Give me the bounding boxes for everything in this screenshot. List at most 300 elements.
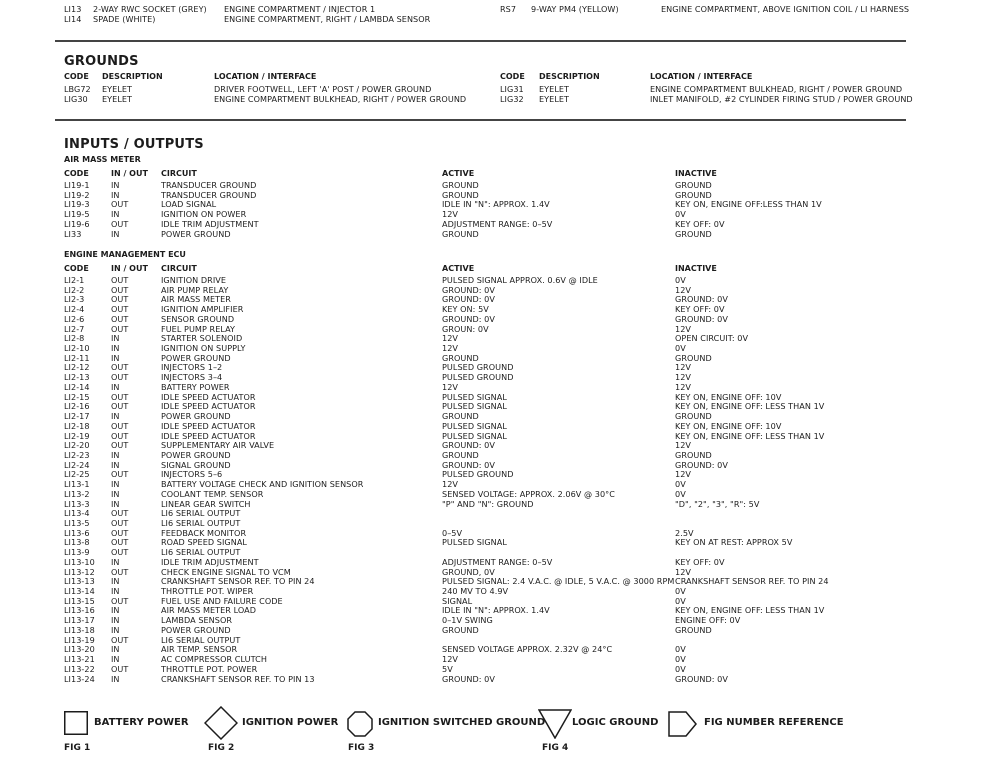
grounds-header-row	[0, 72, 990, 82]
table-row	[0, 294, 990, 304]
fig-label: FIG 4	[542, 743, 569, 753]
section-divider	[55, 119, 906, 121]
pin-direction: OUT	[111, 566, 129, 577]
pin-direction: IN	[111, 654, 120, 665]
pin-direction: OUT	[111, 527, 129, 538]
pin-circuit: FEEDBACK MONITOR	[161, 527, 247, 538]
table-row	[0, 304, 990, 314]
pin-inactive-value: 0V	[675, 275, 686, 285]
table-row	[0, 382, 990, 392]
header-code: CODE	[64, 72, 89, 81]
pin-direction: IN	[111, 488, 120, 499]
connector-desc: SPADE (WHITE)	[93, 14, 156, 24]
pin-inactive-value: GROUND: 0V	[675, 294, 728, 305]
pin-direction: IN	[111, 576, 120, 587]
ground-code: LBG72	[64, 84, 91, 94]
pin-direction: IN	[111, 333, 120, 344]
pin-code: LI2-17	[64, 411, 90, 422]
pin-circuit: SUPPLEMENTARY AIR VALVE	[161, 440, 275, 451]
pin-circuit: POWER GROUND	[161, 228, 231, 239]
pin-circuit: CRANKSHAFT SENSOR REF. TO PIN 13	[161, 673, 315, 684]
pin-inactive-value: GROUND: 0V	[675, 459, 728, 470]
pin-circuit: LINEAR GEAR SWITCH	[161, 498, 251, 509]
pin-circuit: SIGNAL GROUND	[161, 459, 231, 470]
pin-active-value: PULSED GROUND	[442, 362, 514, 373]
pin-active-value: GROUND	[442, 352, 479, 363]
pin-code: LI2-25	[64, 469, 90, 480]
header-active: ACTIVE	[442, 264, 475, 273]
pin-direction: IN	[111, 644, 120, 655]
pin-inactive-value: 0V	[675, 654, 686, 665]
pin-active-value: GROUND: 0V	[442, 440, 495, 451]
pin-direction: IN	[111, 449, 120, 460]
header-in-out: IN / OUT	[111, 169, 148, 178]
pin-inactive-value: GROUND	[675, 189, 712, 200]
pin-code: LI13-8	[64, 537, 90, 548]
pin-code: LI13-12	[64, 566, 95, 577]
pin-inactive-value: KEY ON, ENGINE OFF: LESS THAN 1V	[675, 605, 825, 616]
pin-inactive-value: KEY ON AT REST: APPROX 5V	[675, 537, 793, 548]
pin-inactive-value: 12V	[675, 284, 691, 295]
pin-circuit: INJECTORS 3–4	[161, 372, 223, 383]
pin-direction: IN	[111, 673, 120, 684]
table-row	[0, 421, 990, 431]
pin-circuit: POWER GROUND	[161, 352, 231, 363]
connector-desc: 2-WAY RWC SOCKET (GREY)	[93, 4, 207, 14]
table-row	[0, 229, 990, 239]
pin-code: LI2-11	[64, 352, 90, 363]
pin-code: LI13-20	[64, 644, 95, 655]
table-row	[0, 576, 990, 586]
header-in-out: IN / OUT	[111, 264, 148, 273]
header-description: DESCRIPTION	[102, 72, 163, 81]
connector-code: RS7	[500, 4, 517, 14]
ground-code: LIG32	[500, 94, 524, 104]
header-code: CODE	[64, 264, 89, 273]
pin-circuit: LI6 SERIAL OUTPUT	[161, 547, 241, 558]
pin-code: LI13-2	[64, 488, 90, 499]
connector-loc: ENGINE COMPARTMENT, ABOVE IGNITION COIL / LI HARNESS	[661, 4, 910, 14]
pin-code: LI2-4	[64, 304, 85, 315]
connector-loc: ENGINE COMPARTMENT / INJECTOR 1	[224, 4, 376, 14]
pin-direction: OUT	[111, 323, 129, 334]
pin-code: LI19-1	[64, 180, 90, 190]
pin-direction: OUT	[111, 508, 129, 519]
table-row	[0, 469, 990, 479]
pin-active-value: 12V	[442, 381, 458, 392]
pin-direction: OUT	[111, 199, 129, 210]
pin-circuit: CHECK ENGINE SIGNAL TO VCM	[161, 566, 291, 577]
io-section-title: ENGINE MANAGEMENT ECU	[64, 250, 186, 259]
table-row	[0, 664, 990, 674]
pin-circuit: IDLE SPEED ACTUATOR	[161, 391, 256, 402]
pin-code: LI33	[64, 228, 82, 239]
pin-inactive-value: KEY ON, ENGINE OFF: 10V	[675, 391, 782, 402]
pin-inactive-value: 0V	[675, 343, 686, 354]
pin-code: LI13-16	[64, 605, 95, 616]
pin-direction: OUT	[111, 275, 129, 285]
pin-code: LI2-8	[64, 333, 85, 344]
pin-inactive-value: GROUND	[675, 624, 712, 635]
pin-code: LI2-15	[64, 391, 90, 402]
pin-direction: IN	[111, 189, 120, 200]
header-inactive: INACTIVE	[675, 264, 717, 273]
pin-code: LI2-23	[64, 449, 90, 460]
table-row	[0, 674, 990, 684]
pin-active-value: GROUND	[442, 180, 479, 190]
pin-code: LI2-13	[64, 372, 90, 383]
pin-active-value: SENSED VOLTAGE APPROX. 2.32V @ 24°C	[442, 644, 613, 655]
pin-active-value: PULSED SIGNAL	[442, 537, 507, 548]
pin-circuit: IGNITION DRIVE	[161, 275, 227, 285]
table-row	[0, 314, 990, 324]
table-row	[0, 440, 990, 450]
pin-inactive-value: KEY ON, ENGINE OFF: LESS THAN 1V	[675, 430, 825, 441]
pin-inactive-value: 12V	[675, 381, 691, 392]
header-location: LOCATION / INTERFACE	[650, 72, 753, 81]
pin-circuit: IDLE SPEED ACTUATOR	[161, 430, 256, 441]
pin-code: LI13-9	[64, 547, 90, 558]
pin-code: LI2-19	[64, 430, 90, 441]
pin-active-value: 240 MV TO 4.9V	[442, 586, 509, 597]
pin-active-value: GROUND, 0V	[442, 566, 495, 577]
pin-circuit: IDLE SPEED ACTUATOR	[161, 420, 256, 431]
pin-code: LI2-3	[64, 294, 85, 305]
pin-active-value: 12V	[442, 343, 458, 354]
pin-code: LI13-10	[64, 556, 95, 567]
pin-inactive-value: 0V	[675, 488, 686, 499]
table-row	[0, 567, 990, 577]
table-row	[0, 625, 990, 635]
pin-circuit: INJECTORS 1–2	[161, 362, 223, 373]
pin-code: LI13-17	[64, 615, 95, 626]
pin-code: LI13-4	[64, 508, 90, 519]
table-row	[0, 431, 990, 441]
legend-label: BATTERY POWER	[94, 717, 189, 728]
pin-active-value: GROUND: 0V	[442, 673, 495, 684]
pin-circuit: IGNITION AMPLIFIER	[161, 304, 244, 315]
pin-circuit: POWER GROUND	[161, 411, 231, 422]
table-row	[0, 508, 990, 518]
header-location: LOCATION / INTERFACE	[214, 72, 317, 81]
pin-inactive-value: GROUND	[675, 411, 712, 422]
table-row	[0, 547, 990, 557]
pin-code: LI2-6	[64, 313, 85, 324]
table-row	[0, 343, 990, 353]
pin-direction: OUT	[111, 401, 129, 412]
pin-direction: OUT	[111, 634, 129, 645]
io-header-row	[0, 264, 990, 274]
pin-code: LI2-20	[64, 440, 90, 451]
pin-circuit: INJECTORS 5–6	[161, 469, 223, 480]
pin-inactive-value: GROUND	[675, 180, 712, 190]
pin-direction: OUT	[111, 420, 129, 431]
pin-active-value: PULSED GROUND	[442, 372, 514, 383]
pin-active-value: GROUND: 0V	[442, 459, 495, 470]
pin-active-value: GROUND	[442, 411, 479, 422]
pin-direction: OUT	[111, 469, 129, 480]
io-title: INPUTS / OUTPUTS	[64, 137, 204, 152]
pin-circuit: AC COMPRESSOR CLUTCH	[161, 654, 267, 665]
pin-inactive-value: 0V	[675, 209, 686, 220]
table-row	[0, 275, 990, 285]
pin-code: LI13-5	[64, 518, 90, 528]
pin-direction: IN	[111, 381, 120, 392]
pin-direction: IN	[111, 556, 120, 567]
ground-desc: EYELET	[102, 94, 133, 104]
pin-active-value: 12V	[442, 654, 458, 665]
pin-circuit: BATTERY VOLTAGE CHECK AND IGNITION SENSOR	[161, 479, 364, 490]
header-inactive: INACTIVE	[675, 169, 717, 178]
pin-code: LI2-1	[64, 275, 85, 285]
pin-circuit: LI6 SERIAL OUTPUT	[161, 634, 241, 645]
pin-inactive-value: 0V	[675, 663, 686, 674]
pin-direction: OUT	[111, 663, 129, 674]
pin-active-value: GROUND	[442, 624, 479, 635]
pin-inactive-value: KEY ON, ENGINE OFF:LESS THAN 1V	[675, 199, 822, 210]
legend-label: FIG NUMBER REFERENCE	[704, 717, 844, 728]
pin-inactive-value: GROUND	[675, 449, 712, 460]
pin-direction: OUT	[111, 537, 129, 548]
pin-inactive-value: GROUND: 0V	[675, 673, 728, 684]
pin-active-value: PULSED SIGNAL	[442, 430, 507, 441]
pin-active-value: PULSED SIGNAL: 2.4 V.A.C. @ IDLE, 5 V.A.C. @ 3000 RPM	[442, 576, 675, 587]
pin-circuit: COOLANT TEMP. SENSOR	[161, 488, 264, 499]
pin-active-value: 12V	[442, 479, 458, 490]
header-code: CODE	[500, 72, 525, 81]
table-row	[0, 199, 990, 209]
pin-circuit: FUEL PUMP RELAY	[161, 323, 236, 334]
table-row	[0, 353, 990, 363]
pin-active-value: 5V	[442, 663, 453, 674]
ground-desc: EYELET	[102, 84, 133, 94]
pin-circuit: FUEL USE AND FAILURE CODE	[161, 595, 283, 606]
table-row	[0, 479, 990, 489]
pin-inactive-value: 0V	[675, 586, 686, 597]
connector-loc: ENGINE COMPARTMENT, RIGHT / LAMBDA SENSOR	[224, 14, 431, 24]
legend-label: LOGIC GROUND	[572, 717, 659, 728]
ground-desc: EYELET	[539, 94, 570, 104]
pin-inactive-value: 2.5V	[675, 527, 694, 538]
pin-direction: OUT	[111, 372, 129, 383]
pin-inactive-value: KEY OFF: 0V	[675, 556, 725, 567]
header-active: ACTIVE	[442, 169, 475, 178]
pin-direction: IN	[111, 615, 120, 626]
table-row	[0, 557, 990, 567]
header-circuit: CIRCUIT	[161, 264, 197, 273]
table-row	[0, 285, 990, 295]
pin-code: LI13-14	[64, 586, 95, 597]
pin-circuit: STARTER SOLENOID	[161, 333, 243, 344]
pin-circuit: IGNITION ON SUPPLY	[161, 343, 246, 354]
legend-label: IGNITION SWITCHED GROUND	[378, 717, 546, 728]
table-row	[0, 596, 990, 606]
pin-circuit: THROTTLE POT. POWER	[161, 663, 258, 674]
header-circuit: CIRCUIT	[161, 169, 197, 178]
pin-circuit: AIR MASS METER	[161, 294, 231, 305]
pin-inactive-value: KEY OFF: 0V	[675, 218, 725, 229]
pin-code: LI2-10	[64, 343, 90, 354]
pin-inactive-value: 0V	[675, 479, 686, 490]
pin-inactive-value: KEY ON, ENGINE OFF: LESS THAN 1V	[675, 401, 825, 412]
pin-active-value: IDLE IN "N": APPROX. 1.4V	[442, 199, 550, 210]
pin-circuit: IGNITION ON POWER	[161, 209, 247, 220]
pin-circuit: LI6 SERIAL OUTPUT	[161, 518, 241, 528]
pin-inactive-value: 0V	[675, 644, 686, 655]
pin-circuit: POWER GROUND	[161, 624, 231, 635]
pin-active-value: GROUND: 0V	[442, 284, 495, 295]
section-divider	[55, 40, 906, 42]
ground-loc: DRIVER FOOTWELL, LEFT 'A' POST / POWER GROUND	[214, 84, 432, 94]
pin-active-value: PULSED SIGNAL	[442, 420, 507, 431]
pin-direction: IN	[111, 209, 120, 220]
pin-code: LI13-18	[64, 624, 95, 635]
pin-code: LI2-24	[64, 459, 90, 470]
pin-active-value: PULSED SIGNAL	[442, 401, 507, 412]
pin-inactive-value: GROUND	[675, 352, 712, 363]
pin-active-value: GROUND: 0V	[442, 313, 495, 324]
table-row	[0, 190, 990, 200]
grounds-title: GROUNDS	[64, 54, 139, 69]
pin-code: LI19-5	[64, 209, 90, 220]
table-row	[0, 324, 990, 334]
pin-direction: IN	[111, 624, 120, 635]
pin-active-value: GROUN: 0V	[442, 323, 489, 334]
pin-code: LI19-3	[64, 199, 90, 210]
pin-active-value: SIGNAL	[442, 595, 473, 606]
ground-loc: ENGINE COMPARTMENT BULKHEAD, RIGHT / POWER GROUND	[650, 84, 903, 94]
pin-direction: IN	[111, 605, 120, 616]
pin-direction: OUT	[111, 218, 129, 229]
pin-inactive-value: 12V	[675, 362, 691, 373]
ground-loc: INLET MANIFOLD, #2 CYLINDER FIRING STUD / POWER GROUND	[650, 94, 913, 104]
pin-direction: OUT	[111, 313, 129, 324]
table-row	[0, 219, 990, 229]
pin-active-value: ADJUSTMENT RANGE: 0–5V	[442, 556, 553, 567]
table-row	[0, 401, 990, 411]
pin-active-value: KEY ON: 5V	[442, 304, 489, 315]
pin-circuit: TRANSDUCER GROUND	[161, 180, 257, 190]
table-row	[0, 333, 990, 343]
pin-code: LI13-15	[64, 595, 95, 606]
pin-code: LI13-6	[64, 527, 90, 538]
pin-code: LI19-6	[64, 218, 90, 229]
table-row	[0, 372, 990, 382]
connector-code: LI13	[64, 4, 82, 14]
pin-direction: IN	[111, 352, 120, 363]
pin-active-value: GROUND	[442, 449, 479, 460]
pin-inactive-value: GROUND: 0V	[675, 313, 728, 324]
pin-circuit: ROAD SPEED SIGNAL	[161, 537, 247, 548]
connector-code: LI14	[64, 14, 82, 24]
pin-inactive-value: 12V	[675, 566, 691, 577]
table-row	[0, 180, 990, 190]
pin-active-value: 12V	[442, 209, 458, 220]
pin-inactive-value: 12V	[675, 469, 691, 480]
pin-active-value: 12V	[442, 333, 458, 344]
table-row	[0, 644, 990, 654]
pin-circuit: LAMBDA SENSOR	[161, 615, 233, 626]
pin-code: LI13-24	[64, 673, 95, 684]
pin-active-value: GROUND: 0V	[442, 294, 495, 305]
table-row	[0, 586, 990, 596]
pin-direction: OUT	[111, 294, 129, 305]
header-description: DESCRIPTION	[539, 72, 600, 81]
connector-row	[0, 4, 990, 14]
pin-circuit: IDLE TRIM ADJUSTMENT	[161, 218, 259, 229]
pin-circuit: SENSOR GROUND	[161, 313, 235, 324]
pin-direction: OUT	[111, 391, 129, 402]
triangle-down-icon	[538, 709, 572, 739]
pin-direction: OUT	[111, 430, 129, 441]
pin-active-value: ADJUSTMENT RANGE: 0–5V	[442, 218, 553, 229]
pin-inactive-value: 12V	[675, 440, 691, 451]
table-row	[0, 605, 990, 615]
table-row	[0, 499, 990, 509]
pin-code: LI2-2	[64, 284, 85, 295]
ground-desc: EYELET	[539, 84, 570, 94]
pin-direction: OUT	[111, 440, 129, 451]
pin-code: LI13-13	[64, 576, 95, 587]
pin-active-value: IDLE IN "N": APPROX. 1.4V	[442, 605, 550, 616]
pin-direction: IN	[111, 180, 120, 190]
pin-inactive-value: 0V	[675, 595, 686, 606]
pin-inactive-value: OPEN CIRCUIT: 0V	[675, 333, 749, 344]
table-row	[0, 537, 990, 547]
pin-active-value: GROUND	[442, 228, 479, 239]
table-row	[0, 635, 990, 645]
pin-circuit: TRANSDUCER GROUND	[161, 189, 257, 200]
pin-direction: IN	[111, 498, 120, 509]
legend-label: IGNITION POWER	[242, 717, 339, 728]
pin-inactive-value: CRANKSHAFT SENSOR REF. TO PIN 24	[675, 576, 829, 587]
pin-active-value: PULSED SIGNAL	[442, 391, 507, 402]
pin-code: LI13-1	[64, 479, 90, 490]
pin-active-value: 0–5V	[442, 527, 463, 538]
pin-direction: OUT	[111, 304, 129, 315]
pin-direction: OUT	[111, 284, 129, 295]
pin-circuit: LOAD SIGNAL	[161, 199, 217, 210]
pin-code: LI2-16	[64, 401, 90, 412]
pin-circuit: THROTTLE POT. WIPER	[161, 586, 254, 597]
grounds-row	[0, 94, 990, 104]
pin-active-value: PULSED SIGNAL APPROX. 0.6V @ IDLE	[442, 275, 598, 285]
diamond-icon	[204, 706, 238, 740]
pin-circuit: IDLE TRIM ADJUSTMENT	[161, 556, 259, 567]
pin-inactive-value: KEY ON, ENGINE OFF: 10V	[675, 420, 782, 431]
pin-circuit: LI6 SERIAL OUTPUT	[161, 508, 241, 519]
io-section-title: AIR MASS METER	[64, 155, 141, 164]
fig-label: FIG 3	[348, 743, 375, 753]
table-row	[0, 615, 990, 625]
pin-inactive-value: ENGINE OFF: 0V	[675, 615, 741, 626]
square-icon	[64, 711, 88, 735]
connector-row	[0, 14, 990, 24]
pin-direction: OUT	[111, 595, 129, 606]
pin-code: LI13-3	[64, 498, 90, 509]
connector-desc: 9-WAY PM4 (YELLOW)	[531, 4, 619, 14]
pin-circuit: AIR MASS METER LOAD	[161, 605, 257, 616]
pin-inactive-value: 12V	[675, 323, 691, 334]
table-row	[0, 450, 990, 460]
table-row	[0, 209, 990, 219]
pin-active-value: "P" AND "N": GROUND	[442, 498, 534, 509]
table-row	[0, 489, 990, 499]
octagon-icon	[347, 711, 373, 737]
pin-inactive-value: 12V	[675, 372, 691, 383]
pin-active-value: SENSED VOLTAGE: APPROX. 2.06V @ 30°C	[442, 488, 615, 499]
pin-code: LI13-19	[64, 634, 95, 645]
